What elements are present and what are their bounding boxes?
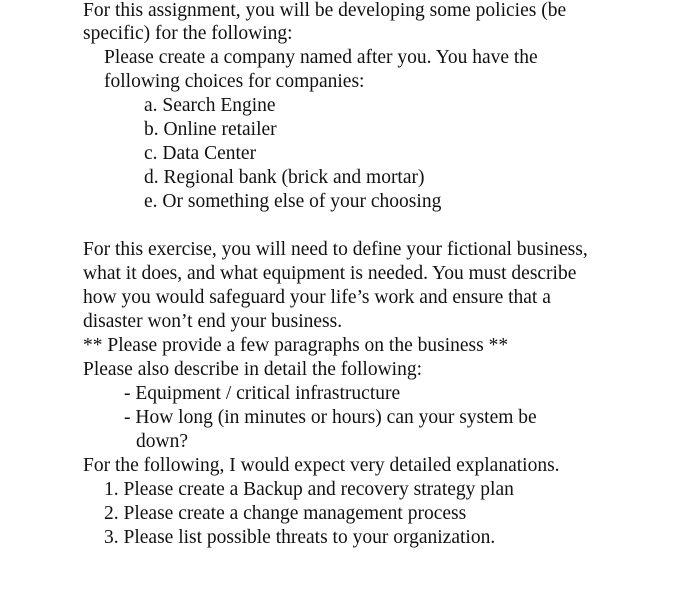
exercise-line-2: what it does, and what equipment is needed. You must describe: [83, 263, 577, 284]
detailed-item-1: 1. Please create a Backup and recovery strategy plan: [104, 479, 514, 500]
company-choice-c: c. Data Center: [144, 143, 257, 164]
company-choice-e: e. Or something else of your choosing: [144, 191, 442, 212]
company-choice-a: a. Search Engine: [144, 95, 276, 116]
intro-line-2: specific) for the following:: [83, 23, 293, 44]
exercise-line-1: For this exercise, you will need to define your fictional business,: [83, 239, 588, 260]
company-choice-d: d. Regional bank (brick and mortar): [144, 167, 425, 188]
paragraphs-note: ** Please provide a few paragraphs on the business **: [83, 335, 509, 356]
describe-intro: Please also describe in detail the following:: [83, 359, 422, 380]
intro-line-1: For this assignment, you will be developing some policies (be: [83, 0, 567, 21]
bullet-downtime-continuation: down?: [136, 431, 188, 452]
bullet-equipment: - Equipment / critical infrastructure: [124, 383, 401, 404]
company-instruction-line-2: following choices for companies:: [104, 71, 365, 92]
detailed-item-3: 3. Please list possible threats to your organization.: [104, 527, 496, 548]
company-instruction-line-1: Please create a company named after you. You have the: [104, 47, 538, 68]
exercise-line-4: disaster won’t end your business.: [83, 311, 343, 332]
bullet-downtime: - How long (in minutes or hours) can your system be: [124, 407, 537, 428]
exercise-line-3: how you would safeguard your life’s work and ensure that a: [83, 287, 551, 308]
detailed-item-2: 2. Please create a change management process: [104, 503, 467, 524]
detailed-intro: For the following, I would expect very detailed explanations.: [83, 455, 560, 476]
company-choice-b: b. Online retailer: [144, 119, 277, 140]
